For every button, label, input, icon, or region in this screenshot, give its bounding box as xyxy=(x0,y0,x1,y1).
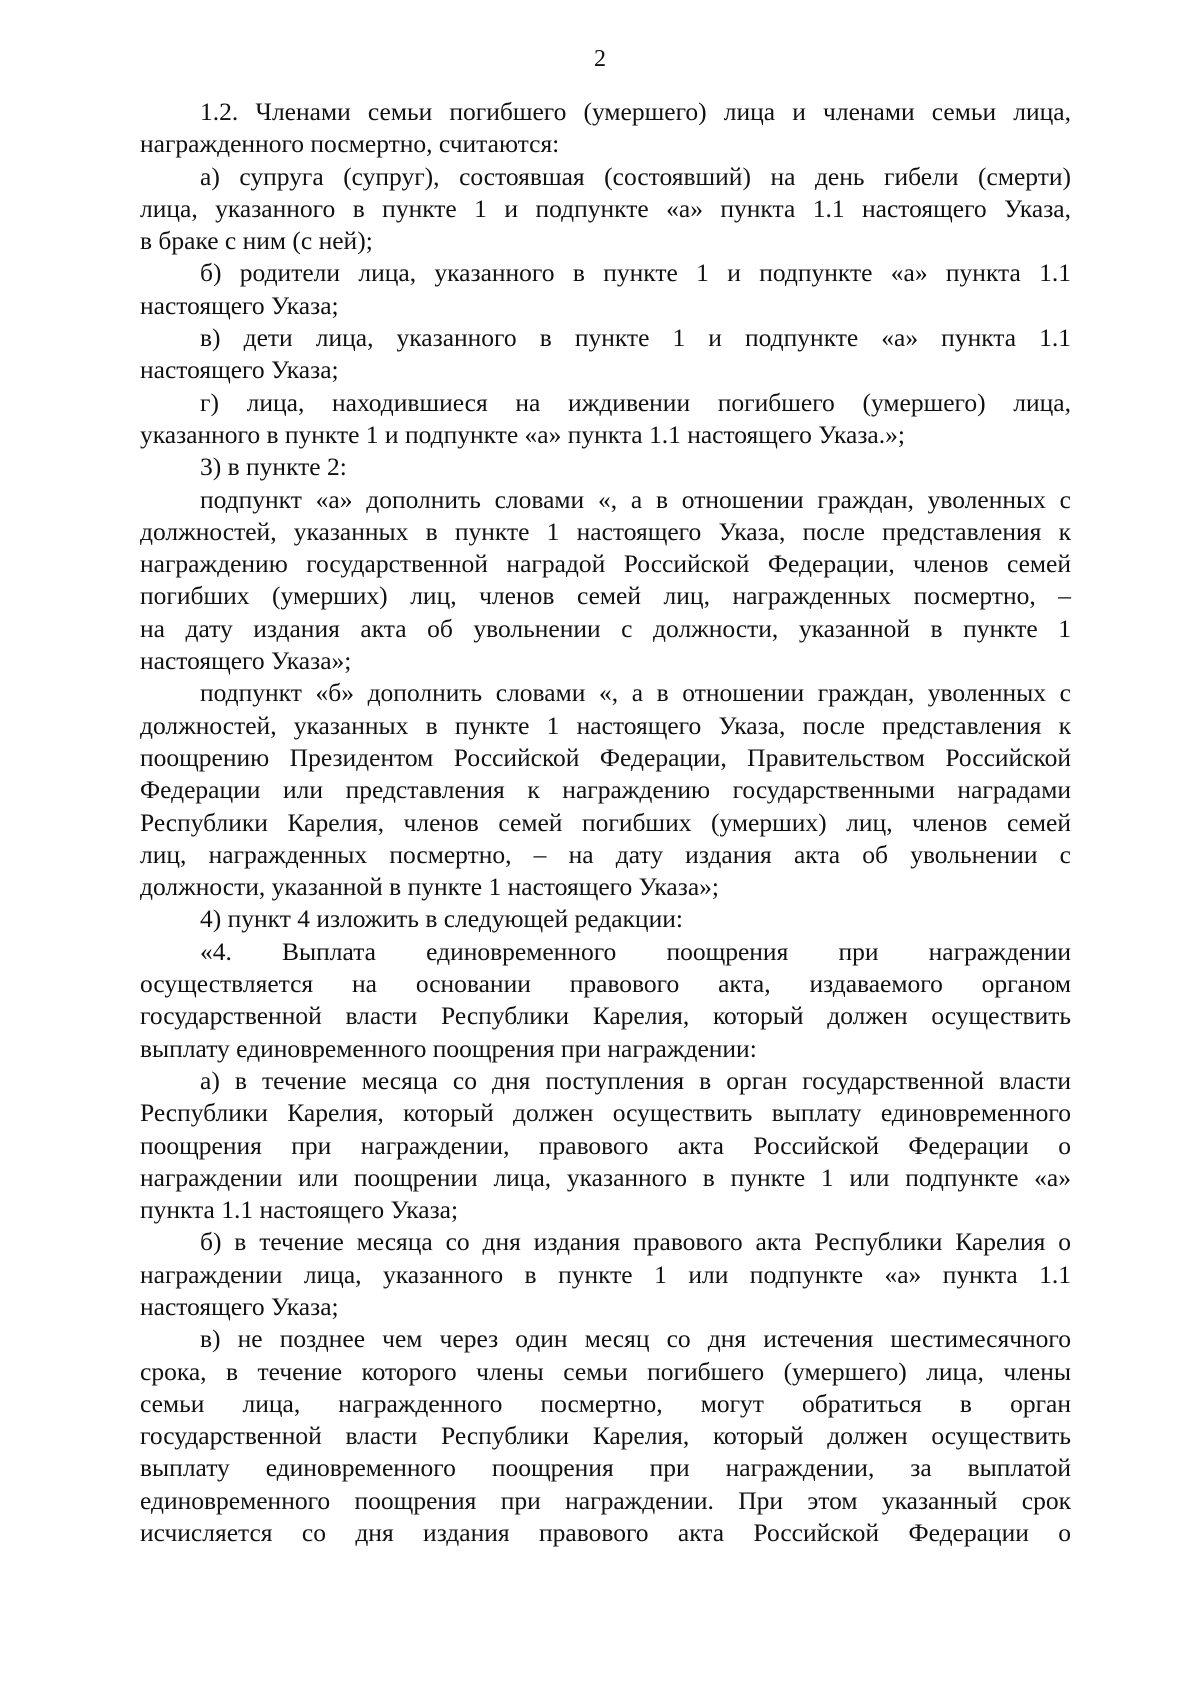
paragraph-line-first: «4. Выплата единовременного поощрения при награждении xyxy=(200,936,1071,966)
paragraph-line: выплату единовременного поощрения при награждении, за выплатой xyxy=(140,1453,1071,1483)
paragraph-line: награждении или поощрении лица, указанного в пункте 1 или подпункте «а» xyxy=(140,1162,1071,1192)
paragraph-line: единовременного поощрения при награждении. При этом указанный срок xyxy=(140,1485,1071,1515)
paragraph-line-first: б) родители лица, указанного в пункте 1 и подпункте «а» пункта 1.1 xyxy=(200,258,1071,288)
paragraph-line: должностей, указанных в пункте 1 настоящего Указа, после представления к xyxy=(140,710,1071,740)
paragraph-line: срока, в течение которого члены семьи погибшего (умершего) лица, члены xyxy=(140,1356,1071,1386)
page-number: 2 xyxy=(594,46,606,72)
paragraph-line: Республики Карелия, членов семей погибших (умерших) лиц, членов семей xyxy=(140,807,1071,837)
paragraph-line: государственной власти Республики Карелия, который должен осуществить xyxy=(140,1421,1071,1451)
paragraph-line: награждении лица, указанного в пункте 1 или подпункте «а» пункта 1.1 xyxy=(140,1259,1071,1289)
document-body xyxy=(140,96,1071,1549)
paragraph-line: настоящего Указа; xyxy=(140,290,339,320)
paragraph-line-first: в) дети лица, указанного в пункте 1 и подпункте «а» пункта 1.1 xyxy=(200,323,1071,353)
paragraph-line: осуществляется на основании правового акта, издаваемого органом xyxy=(140,969,1071,999)
paragraph-line-first: б) в течение месяца со дня издания правового акта Республики Карелия о xyxy=(200,1227,1071,1257)
paragraph-line: награждению государственной наградой Российской Федерации, членов семей xyxy=(140,549,1071,579)
paragraph-line-first: подпункт «б» дополнить словами «, а в отношении граждан, уволенных с xyxy=(200,678,1071,708)
paragraph-line: государственной власти Республики Карелия, который должен осуществить xyxy=(140,1001,1071,1031)
paragraph-line: настоящего Указа; xyxy=(140,1291,339,1321)
paragraph-line: лиц, награжденных посмертно, – на дату издания акта об увольнении с xyxy=(140,839,1071,869)
paragraph-line: лица, указанного в пункте 1 и подпункте «а» пункта 1.1 настоящего Указа, xyxy=(140,193,1071,223)
paragraph-line: должности, указанной в пункте 1 настоящего Указа»; xyxy=(140,872,719,902)
paragraph-line: Федерации или представления к награждению государственными наградами xyxy=(140,775,1071,805)
paragraph-line: Республики Карелия, который должен осуществить выплату единовременного xyxy=(140,1098,1071,1128)
paragraph-line: должностей, указанных в пункте 1 настоящего Указа, после представления к xyxy=(140,516,1071,546)
paragraph-line: поощрения при награждении, правового акта Российской Федерации о xyxy=(140,1130,1071,1160)
paragraph-line-first: 4) пункт 4 изложить в следующей редакции: xyxy=(200,904,683,934)
paragraph-line: поощрению Президентом Российской Федерации, Правительством Российской xyxy=(140,742,1071,772)
paragraph-line-first: г) лица, находившиеся на иждивении погибшего (умершего) лица, xyxy=(200,387,1071,417)
paragraph-line-first: 3) в пункте 2: xyxy=(200,452,347,482)
paragraph-line-first: подпункт «а» дополнить словами «, а в отношении граждан, уволенных с xyxy=(200,484,1071,514)
paragraph-line: в браке с ним (с ней); xyxy=(140,226,373,256)
paragraph-line: семьи лица, награжденного посмертно, могут обратиться в орган xyxy=(140,1388,1071,1418)
paragraph-line: настоящего Указа»; xyxy=(140,646,352,676)
paragraph-line: указанного в пункте 1 и подпункте «а» пункта 1.1 настоящего Указа.»; xyxy=(140,419,905,449)
paragraph-line: настоящего Указа; xyxy=(140,355,339,385)
paragraph-line-first: а) в течение месяца со дня поступления в орган государственной власти xyxy=(200,1065,1071,1095)
paragraph-line-first: а) супруга (супруг), состоявшая (состоявший) на день гибели (смерти) xyxy=(200,161,1071,191)
paragraph-line: исчисляется со дня издания правового акта Российской Федерации о xyxy=(140,1518,1071,1548)
paragraph-line-first: в) не позднее чем через один месяц со дня истечения шестимесячного xyxy=(200,1324,1071,1354)
paragraph-line-first: 1.2. Членами семьи погибшего (умершего) лица и членами семьи лица, xyxy=(200,97,1071,126)
paragraph-line: выплату единовременного поощрения при награждении: xyxy=(140,1033,757,1063)
paragraph-line: погибших (умерших) лиц, членов семей лиц, награжденных посмертно, – xyxy=(140,581,1071,611)
paragraph-line: на дату издания акта об увольнении с должности, указанной в пункте 1 xyxy=(140,613,1071,643)
paragraph-line: награжденного посмертно, считаются: xyxy=(140,129,560,159)
paragraph-line: пункта 1.1 настоящего Указа; xyxy=(140,1195,459,1225)
